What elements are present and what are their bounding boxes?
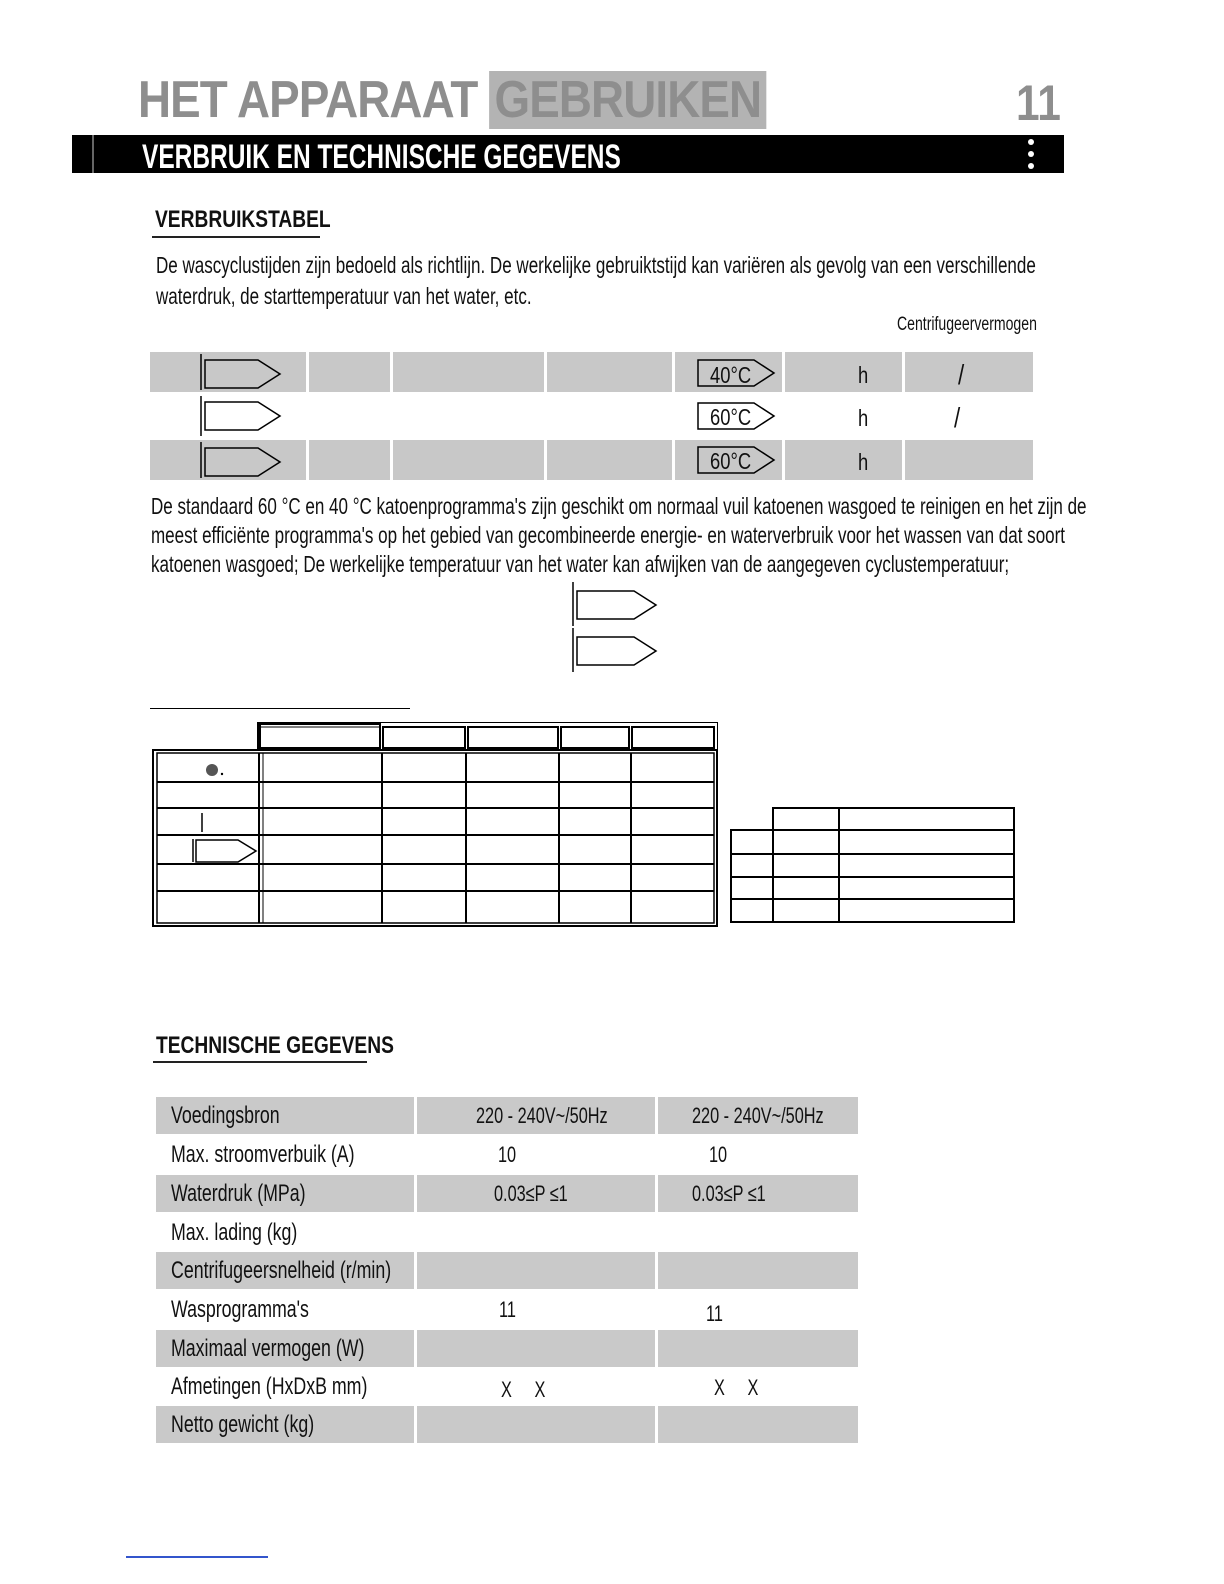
note-line-3: katoenen wasgoed; De werkelijke temperatuur van het water kan afwijken van de aangegeven cyclustemperatuur; [151,551,1010,577]
program-arrow-icon [198,396,284,436]
intro-line-2: waterdruk, de starttemperatuur van het water, etc. [156,283,532,309]
heading-underline [153,1061,367,1063]
footer-underline [126,1556,268,1558]
title-part2-highlight: GEBRUIKEN [489,71,766,129]
page-title [138,71,766,129]
tech-row [156,1368,858,1405]
program-arrow-icon [570,582,660,626]
tech-label: Afmetingen (HxDxB mm) [171,1373,368,1400]
section-divider [150,708,410,709]
program-grid-table [152,722,718,927]
title-part1: HET APPARAAT [138,71,478,129]
tech-value-1: 220 - 240V~/50Hz [476,1103,608,1128]
banner-edge-divider [92,135,94,173]
more-dots-icon [1028,139,1036,175]
hours-unit: h [858,362,869,388]
tech-label: Wasprogramma's [171,1296,309,1323]
tech-row [156,1406,858,1443]
program-arrow-icon [198,354,284,390]
heading-underline [152,236,320,238]
tech-value-1: 0.03≤P ≤1 [494,1181,568,1206]
small-grid-table [730,807,1015,923]
program-arrow-icon [198,442,284,478]
intro-line-1: De wascyclustijden zijn bedoeld als richtlijn. De werkelijke gebruiktstijd kan variëren als gevolg van een verschillende [156,252,1036,278]
temp-value: 60°C [710,448,752,474]
tech-row [156,1214,858,1251]
tech-value-1: 11 [499,1297,516,1322]
technical-heading: TECHNISCHE GEGEVENS [156,1032,394,1059]
temp-value: 40°C [710,362,752,388]
slash-separator: / [958,359,965,390]
hours-unit: h [858,405,869,431]
tech-row [156,1291,858,1328]
tech-row [156,1097,858,1134]
tech-value-2: X X [714,1375,759,1400]
temp-value: 60°C [710,404,752,430]
hours-unit: h [858,449,869,475]
tech-label: Centrifugeersnelheid (r/min) [171,1257,392,1284]
tech-value-2: 11 [706,1301,723,1326]
note-line-1: De standaard 60 °C en 40 °C katoenprogramma's zijn geschikt om normaal vuil katoenen wasgoed te reinigen en het zijn de [151,493,1087,519]
tech-value-1: X X [501,1377,546,1402]
program-grid-lines [152,722,718,927]
tech-label: Waterdruk (MPa) [171,1180,306,1207]
tech-value-2: 220 - 240V~/50Hz [692,1103,824,1128]
tech-label: Max. lading (kg) [171,1219,298,1246]
tech-row [156,1175,858,1212]
small-grid-lines [730,807,1015,923]
banner-title: VERBRUIK EN TECHNISCHE GEGEVENS [142,138,621,176]
program-arrow-icon [570,628,660,672]
consumption-heading: VERBRUIKSTABEL [155,206,331,233]
spin-label: Centrifugeervermogen [897,314,1037,335]
tech-label: Max. stroomverbuik (A) [171,1141,355,1168]
tech-label: Voedingsbron [171,1102,280,1129]
tech-label: Maximaal vermogen (W) [171,1335,365,1362]
tech-value-2: 10 [709,1142,728,1167]
tech-row [156,1252,858,1289]
note-line-2: meest efficiënte programma's op het gebied van gecombineerde energie- en waterverbruik voor het wassen van dat soort [151,522,1066,548]
page-number: 11 [1016,75,1061,131]
tech-value-2: 0.03≤P ≤1 [692,1181,766,1206]
slash-separator: / [954,402,961,433]
tech-label: Netto gewicht (kg) [171,1411,315,1438]
tech-value-1: 10 [498,1142,517,1167]
tech-row [156,1136,858,1173]
tech-row [156,1330,858,1367]
